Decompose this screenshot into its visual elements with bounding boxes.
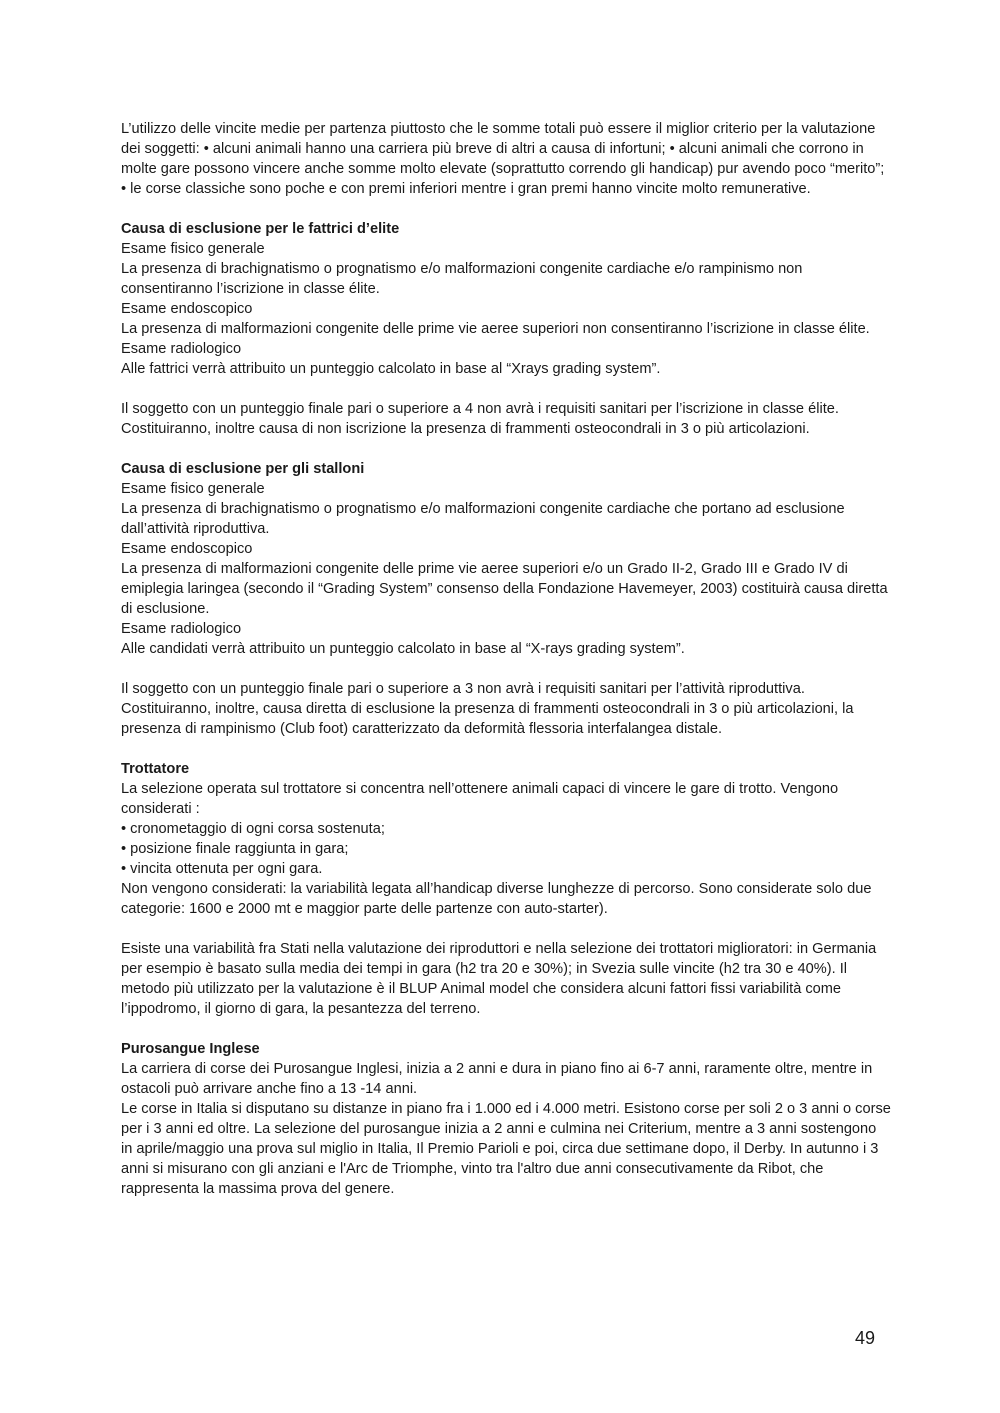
trottatore-intro: La selezione operata sul trottatore si concentra nell’ottenere animali capaci di vincere le gare di trotto. Vengono considerati :	[121, 781, 839, 817]
trottatore-bullet: • posizione finale raggiunta in gara;	[121, 841, 349, 857]
trottatore-bullet: • cronometaggio di ogni corsa sostenuta;	[121, 821, 385, 837]
document-body	[121, 119, 891, 1199]
stalloni-radio-label: Esame radiologico	[121, 621, 242, 637]
stalloni-endo-label: Esame endoscopico	[121, 541, 253, 557]
trottatore-variability: Esiste una variabilità fra Stati nella valutazione dei riproduttori e nella selezione dei trottatori miglioratori: in Germania per esempio è basato sulla media dei tempi in gara (h2 tra 20 e 30%); in Svezia sulle vincite (h2 tra 30 e 40%). Il metodo più utilizzato per la valutazione è il BLUP Animal model che considera alcuni fattori fissi variabilità come l’ippodromo, il giorno di gara, la pesantezza del terreno.	[121, 941, 877, 1017]
stalloni-heading: Causa di esclusione per gli stalloni	[121, 461, 365, 477]
fattrici-endo-label: Esame endoscopico	[121, 301, 253, 317]
fattrici-fisico-text: La presenza di brachignatismo o prognatismo e/o malformazioni congenite cardiache e/o rampinismo non consentiranno l’iscrizione in classe élite.	[121, 261, 803, 297]
fattrici-radio-label: Esame radiologico	[121, 341, 242, 357]
spacer	[121, 379, 891, 399]
trottatore-note: Non vengono considerati: la variabilità legata all’handicap diverse lunghezze di percorso. Sono considerate solo due categorie: 1600 e 2000 mt e maggior parte delle partenze con auto-starter).	[121, 881, 872, 917]
purosangue-paragraph-2: Le corse in Italia si disputano su distanze in piano fra i 1.000 ed i 4.000 metri. Esistono corse per soli 2 o 3 anni o corse per i 3 anni ed oltre. La selezione del purosangue inizia a 2 anni e culmina nei Criterium, mentre a 3 anni sostengono in aprile/maggio una prova sul miglio in Italia, Il Premio Parioli e poi, circa due settimane dopo, il Derby. In autunno i 3 anni si misurano con gli anziani e l'Arc de Triomphe, vinto tra l'altro due anni consecutivamente da Ribot, che rappresenta la massima prova del genere.	[121, 1101, 891, 1197]
intro-paragraph: L’utilizzo delle vincite medie per partenza piuttosto che le somme totali può essere il miglior criterio per la valutazione dei soggetti: • alcuni animali hanno una carriera più breve di altri a causa di infortuni; • alcuni animali che corrono in molte gare possono vincere anche somme molto elevate (soprattutto correndo gli handicap) pur avendo poco “merito”; • le corse classiche sono poche e con premi inferiori mentre i gran premi hanno vincite molto remunerative.	[121, 121, 885, 197]
stalloni-fisico-text: La presenza di brachignatismo o prognatismo e/o malformazioni congenite cardiache che portano ad esclusione dall’attività riproduttiva.	[121, 501, 845, 537]
trottatore-heading: Trottatore	[121, 761, 190, 777]
fattrici-fisico-label: Esame fisico generale	[121, 241, 265, 257]
stalloni-endo-text: La presenza di malformazioni congenite delle prime vie aeree superiori e/o un Grado II-2, Grado III e Grado IV di emiplegia laringea (secondo il “Grading System” consenso della Fondazione Havemeyer, 2003) costituirà causa diretta di esclusione.	[121, 561, 888, 617]
spacer	[121, 739, 891, 759]
fattrici-summary: Il soggetto con un punteggio finale pari o superiore a 4 non avrà i requisiti sanitari per l’iscrizione in classe élite. Costituiranno, inoltre causa di non iscrizione la presenza di frammenti osteocondrali in 3 o più articolazioni.	[121, 401, 839, 437]
fattrici-endo-text: La presenza di malformazioni congenite delle prime vie aeree superiori non consentiranno l’iscrizione in classe élite.	[121, 321, 870, 337]
trottatore-bullet: • vincita ottenuta per ogni gara.	[121, 861, 323, 877]
fattrici-heading: Causa di esclusione per le fattrici d’elite	[121, 221, 400, 237]
spacer	[121, 659, 891, 679]
page-number: 49	[855, 1328, 876, 1348]
spacer	[121, 199, 891, 219]
stalloni-summary: Il soggetto con un punteggio finale pari o superiore a 3 non avrà i requisiti sanitari per l’attività riproduttiva. Costituiranno, inoltre, causa diretta di esclusione la presenza di frammenti osteocondrali in 3 o più articolazioni, la presenza di rampinismo (Club foot) caratterizzato da deformità flessoria interfalangea distale.	[121, 681, 854, 737]
stalloni-fisico-label: Esame fisico generale	[121, 481, 265, 497]
spacer	[121, 1019, 891, 1039]
spacer	[121, 439, 891, 459]
purosangue-heading: Purosangue Inglese	[121, 1041, 260, 1057]
fattrici-radio-text: Alle fattrici verrà attribuito un punteggio calcolato in base al “Xrays grading system”.	[121, 361, 661, 377]
spacer	[121, 919, 891, 939]
purosangue-paragraph-1: La carriera di corse dei Purosangue Inglesi, inizia a 2 anni e dura in piano fino ai 6-7 anni, raramente oltre, mentre in ostacoli può arrivare anche fino a 13 -14 anni.	[121, 1061, 873, 1097]
stalloni-radio-text: Alle candidati verrà attribuito un punteggio calcolato in base al “X-rays grading system”.	[121, 641, 685, 657]
